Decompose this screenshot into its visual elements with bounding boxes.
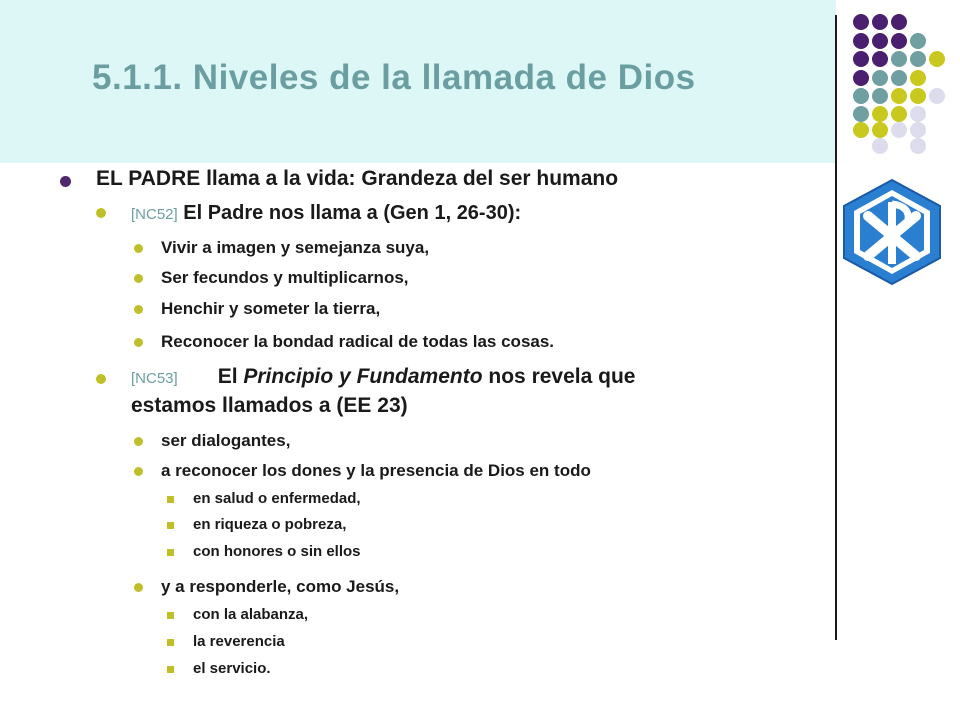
square-bullet-icon: [167, 639, 174, 646]
nc53-ref: [NC53]: [131, 370, 178, 387]
nc52-ref: [NC52]: [131, 206, 178, 223]
sub-list-item: en riqueza o pobreza,: [193, 516, 347, 533]
bullet-dot-icon: [134, 338, 143, 347]
bullet-dot-icon: [134, 244, 143, 253]
bullet-dot-icon: [134, 583, 143, 592]
list-item: a reconocer los dones y la presencia de Dios en todo: [161, 461, 591, 480]
bullet-dot-icon: [134, 274, 143, 283]
sub-list-item: la reverencia: [193, 633, 285, 650]
bullet-dot-icon: [60, 176, 71, 187]
list-item: Ser fecundos y multiplicarnos,: [161, 268, 409, 287]
list-item: Vivir a imagen y semejanza suya,: [161, 238, 430, 257]
bullet-dot-icon: [96, 374, 106, 384]
nc53-bullet: [131, 365, 635, 389]
list-item: ser dialogantes,: [161, 431, 291, 450]
slide-title: 5.1.1. Niveles de la llamada de Dios: [92, 58, 696, 97]
list-item: Reconocer la bondad radical de todas las cosas.: [161, 332, 555, 351]
sub-list-item: el servicio.: [193, 660, 271, 677]
square-bullet-icon: [167, 612, 174, 619]
nc53-line2: estamos llamados a (EE 23): [131, 394, 408, 417]
bullet-dot-icon: [134, 305, 143, 314]
sub-list-item: en salud o enfermedad,: [193, 490, 361, 507]
square-bullet-icon: [167, 666, 174, 673]
nc53-text-italic: Principio y Fundamento: [243, 365, 483, 388]
nc53-text-pre: El: [217, 365, 244, 388]
square-bullet-icon: [167, 496, 174, 503]
nc53-text-post: nos revela que: [482, 365, 636, 388]
bullet-dot-icon: [96, 208, 106, 218]
square-bullet-icon: [167, 549, 174, 556]
bullet-dot-icon: [134, 467, 143, 476]
main-bullet: EL PADRE llama a la vida: Grandeza del ser humano: [96, 167, 619, 190]
nc52-bullet: [131, 202, 521, 225]
nc52-text: El Padre nos llama a (Gen 1, 26-30):: [183, 202, 522, 224]
sub-list-item: con honores o sin ellos: [193, 543, 361, 560]
list-item: Henchir y someter la tierra,: [161, 299, 381, 318]
sub-list-item: con la alabanza,: [193, 606, 309, 623]
square-bullet-icon: [167, 522, 174, 529]
bullet-dot-icon: [134, 437, 143, 446]
list-item: y a responderle, como Jesús,: [161, 577, 400, 596]
